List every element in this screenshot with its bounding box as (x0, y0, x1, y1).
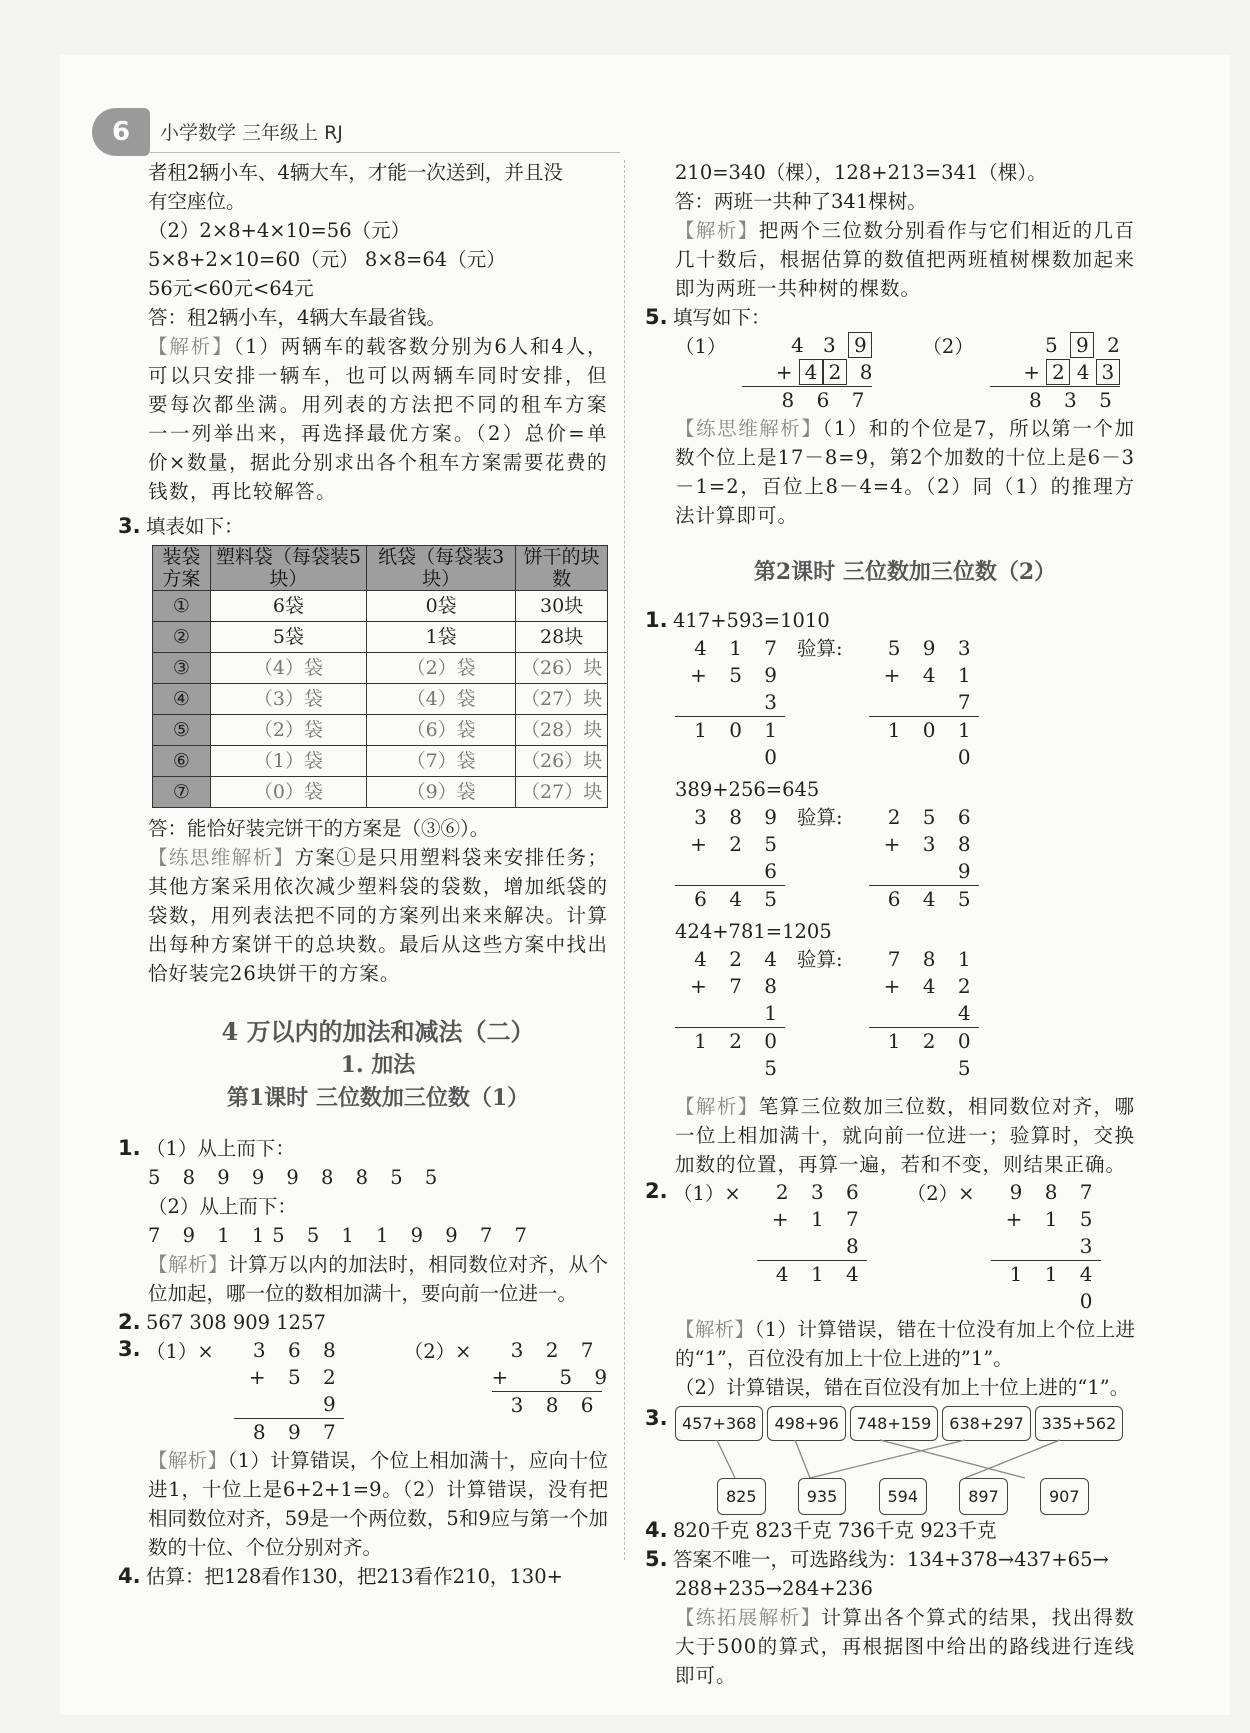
analysis-1: 【解析】（1）两辆车的载客数分别为6人和4人，可以只安排一辆车，也可以两辆车同时安排，但要每次都坐满。用列表的方法把不同的租车方案一一列举出来，再选择最优方案。（2）总价=单价×数量，据此分别求出各个租车方案需要花费的钱数，再比较解答。 (148, 335, 608, 503)
text-line: （2）2×8+4×10=56（元） (148, 219, 411, 242)
vertical-addition: 9 8 7 + 1 5 3 1 1 4 0 (991, 1179, 1101, 1315)
table-header-cell: 装袋方案 (153, 546, 211, 591)
analysis-5: 【解析】把两个三位数分别看作与它们相近的几百几十数后，根据估算的数值把两班植树棵数加起来即为两班一共种树的棵数。 (675, 219, 1135, 300)
equation: 389+256=645 (675, 778, 820, 801)
expression-box: 638+297 (942, 1406, 1030, 1441)
question-5: 5. 填写如下： (645, 305, 771, 329)
expression-box: 748+159 (850, 1406, 938, 1441)
lesson-title: 第2课时 三位数加三位数（2） (753, 559, 1057, 585)
text-line: 56元<60元<64元 (148, 277, 314, 300)
vertical-addition: 3 2 7 + 5 9 3 8 6 (491, 1338, 616, 1417)
analysis-2: 【练思维解析】方案①是只用塑料袋来安排任务；其他方案采用依次减少塑料袋的袋数，增加纸袋的袋数，用列表法把不同的方案列出来来解决。计算出每种方案饼干的总块数。最后从这些方案中找出恰好装完26块饼干的方案。 (148, 846, 608, 985)
question-1: 1. （1）从上而下： (118, 1136, 295, 1160)
table-header (153, 546, 608, 591)
expression-box: 498+96 (767, 1406, 845, 1441)
question-2: 2. 567 308 909 1257 (118, 1310, 326, 1334)
answer-values: 7 9 1 15 5 1 1 9 9 7 7 (148, 1224, 535, 1247)
verify-block: 3 8 9 + 2 5 6 6 4 5 验算: 2 5 6 + 3 8 9 6 4 5 (675, 804, 1135, 913)
vertical-addition: 2 3 6 + 1 7 8 4 1 4 (757, 1179, 867, 1315)
verify-block: 4 2 4 + 7 8 1 1 2 0 5 验算: 7 8 1 + 4 2 4 1 2 0 5 (675, 946, 1135, 1082)
text-line: 者租2辆小车、4辆大车，才能一次送到，并且没 (148, 161, 563, 184)
table-row: ⑤ （2）袋 （6）袋 （28）块 (153, 715, 608, 746)
vertical-addition: 4 3 9 + 4 2 8 8 6 7 (742, 332, 872, 414)
text-line: 有空座位。 (148, 190, 246, 213)
text-line: （2）计算错误，错在百位没有加上十位上进的“1”。 (675, 1376, 1130, 1399)
text-line: 答：两班一共种了341棵树。 (675, 190, 927, 213)
question-5: 5. 答案不唯一，可选路线为：134+378→437+65→ (645, 1547, 1109, 1571)
question-1: 1. 417+593=1010 (645, 608, 830, 632)
text-line: （2）从上而下： (148, 1195, 297, 1218)
verify-block: 4 1 7 + 5 9 3 1 0 1 0 验算: 5 9 3 + 4 1 7 1 0 1 0 (675, 635, 1135, 771)
header-rule (150, 152, 620, 153)
answer-line: 答：能恰好装完饼干的方案是（③⑥）。 (148, 817, 490, 840)
book-title: 小学数学 三年级上 RJ (160, 122, 343, 144)
answer-box: 825 (717, 1478, 766, 1515)
table-row: ② 5袋 1袋 28块 (153, 622, 608, 653)
table-row: ③ （4）袋 （2）袋 （26）块 (153, 653, 608, 684)
question-3: 3. 填表如下： (118, 514, 244, 538)
question-4: 4. 估算：把128看作130，把213看作210，130+ (118, 1564, 563, 1588)
question-4: 4. 820千克 823千克 736千克 923千克 (645, 1518, 997, 1542)
question-3: 3. 457+368 498+96 748+159 638+297 335+562 825 935 594 897 907 (675, 1406, 1135, 1516)
answer-box: 594 (879, 1478, 928, 1515)
right-column (645, 158, 1135, 1690)
equation: 424+781=1205 (675, 920, 832, 943)
table-header-cell: 纸袋（每袋装3块） (367, 546, 516, 591)
answer-values: 5 8 9 9 9 8 8 5 5 (148, 1166, 446, 1189)
answer-box: 897 (959, 1478, 1008, 1515)
analysis-3: 【解析】计算万以内的加法时，相同数位对齐，从个位加起，哪一位的数相加满十，要向前一位进一。 (148, 1253, 608, 1305)
answer-box: 907 (1040, 1478, 1089, 1515)
table-row: ① 6袋 0袋 30块 (153, 591, 608, 622)
left-column (118, 158, 616, 1591)
fill-digits: （1） 4 3 9 + 4 2 8 8 6 7 （2） 5 9 2 + 2 4 3 8 3 5 (675, 333, 1120, 412)
lesson-title: 第1课时 三位数加三位数（1） (226, 1085, 530, 1111)
table-header-cell: 塑料袋（每袋装5块） (210, 546, 366, 591)
section-title: 1. 加法 (340, 1052, 416, 1078)
expression-box: 457+368 (675, 1406, 763, 1441)
text-line: 答：租2辆小车，4辆大车最省钱。 (148, 306, 446, 329)
text-line: 210=340（棵），128+213=341（棵）。 (675, 161, 1047, 184)
expression-box: 335+562 (1035, 1406, 1123, 1441)
analysis-7: 【解析】笔算三位数加三位数，相同数位对齐，哪一位上相加满十，就向前一位进一；验算时，交换加数的位置，再算一遍，若和不变，则结果正确。 (675, 1095, 1135, 1176)
vertical-addition: 3 6 8 + 5 2 9 8 9 7 (234, 1337, 344, 1446)
text-line: 288+235→284+236 (675, 1577, 873, 1600)
question-2: 2. （1）× 2 3 6 + 1 7 8 4 1 4 （2）× 9 8 7 + 1 5 3 1 1 4 0 (645, 1179, 1101, 1313)
text-line: 5×8+2×10=60（元） 8×8=64（元） (148, 248, 506, 271)
table-row: ④ （3）袋 （4）袋 （27）块 (153, 684, 608, 715)
analysis-6: 【练思维解析】（1）和的个位是7，所以第一个加数个位上是17－8=9，第2个加数的十位上是6－3－1=2，百位上8－4=4。（2）同（1）的推理方法计算即可。 (675, 417, 1135, 527)
table-row: ⑦ （0）袋 （9）袋 （27）块 (153, 777, 608, 808)
analysis-9: 【练拓展解析】计算出各个算式的结果，找出得数大于500的算式，再根据图中给出的路线进行连线即可。 (675, 1606, 1135, 1687)
answer-box: 935 (798, 1478, 847, 1515)
analysis-8: 【解析】（1）计算错误，错在十位没有加上个位上进的“1”，百位没有加上十位上进的”1”。 (675, 1318, 1135, 1370)
vertical-addition: 5 9 2 + 2 4 3 8 3 5 (990, 332, 1120, 414)
fill-table (152, 545, 608, 808)
analysis-4: 【解析】（1）计算错误，个位上相加满十，应向十位进1，十位上是6+2+1=9。（2）计算错误，没有把相同数位对齐，59是一个两位数，5和9应与第一个加数的十位、个位分别对齐。 (148, 1449, 608, 1559)
question-3b: 3. （1）× 3 6 8 + 5 2 9 8 9 7 （2）× 3 2 7 + 5 9 3 8 6 (118, 1337, 616, 1444)
page-number-badge: 6 (92, 108, 150, 156)
column-divider (624, 160, 625, 1560)
unit-title: 4 万以内的加法和减法（二） (221, 1017, 535, 1046)
table-row: ⑥ （1）袋 （7）袋 （26）块 (153, 746, 608, 777)
table-header-cell: 饼干的块数 (516, 546, 608, 591)
